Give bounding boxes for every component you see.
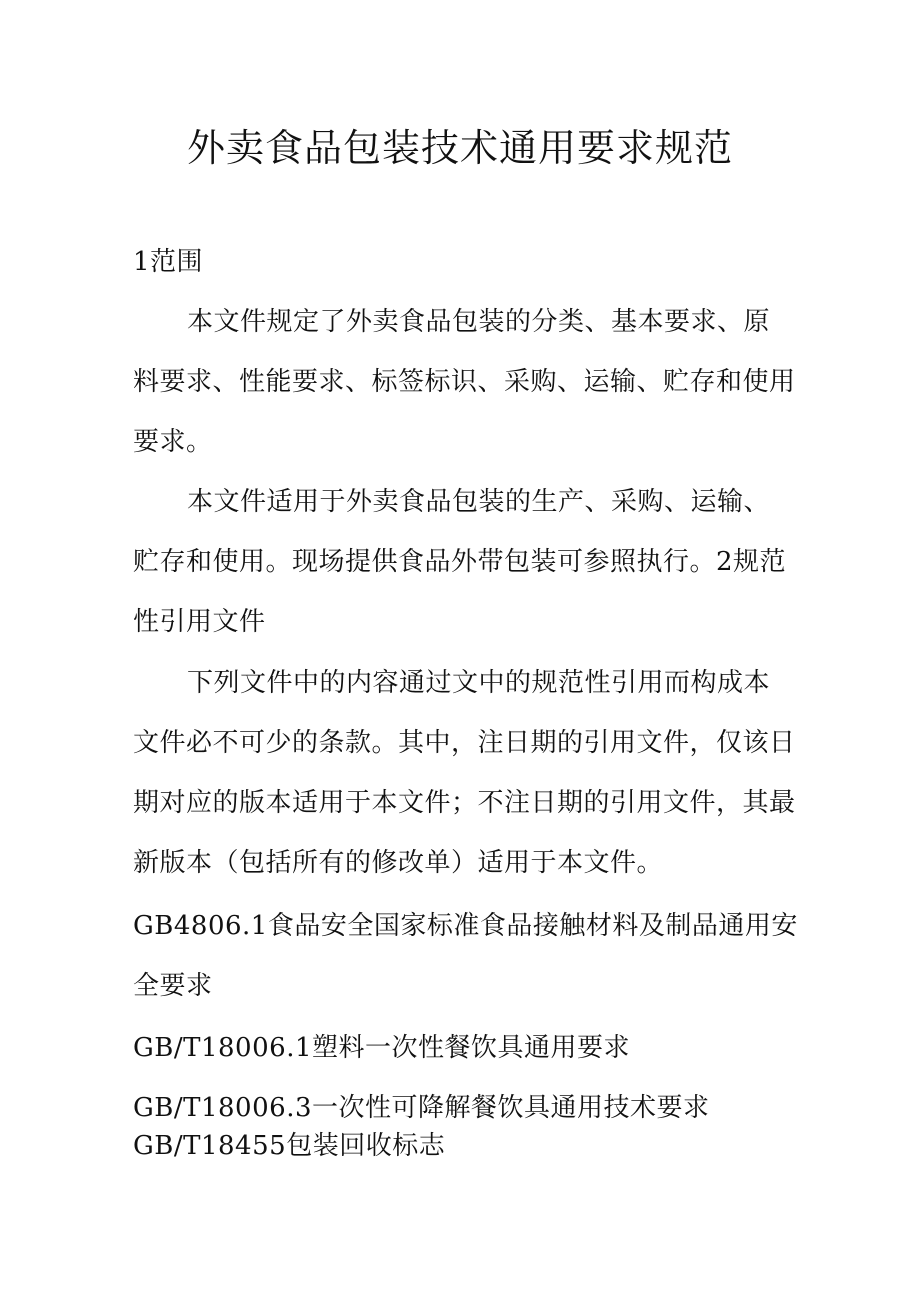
reference-line: GB/T18455包装回收标志 [133,1131,446,1161]
paragraph-line: 要求。 [133,427,213,457]
reference-line: GB/T18006.3一次性可降解餐饮具通用技术要求 [133,1093,710,1123]
paragraph-line: 新版本（包括所有的修改单）适用于本文件。 [133,848,664,878]
paragraph-line: 文件必不可少的条款。其中，注日期的引用文件，仅该日 [133,728,796,758]
reference-line: GB4806.1食品安全国家标准食品接触材料及制品通用安 [133,911,798,941]
paragraph-line: 下列文件中的内容通过文中的规范性引用而构成本 [187,668,771,698]
paragraph-line: 期对应的版本适用于本文件；不注日期的引用文件，其最 [133,788,796,818]
document-title: 外卖食品包装技术通用要求规范 [186,126,733,170]
paragraph-line: 性引用文件 [133,607,266,637]
paragraph-line: 料要求、性能要求、标签标识、采购、运输、贮存和使用 [133,367,796,397]
paragraph-line: 贮存和使用。现场提供食品外带包装可参照执行。2规范 [133,547,787,577]
reference-line: GB/T18006.1塑料一次性餐饮具通用要求 [133,1033,630,1063]
section-heading-scope: 1范围 [133,247,204,277]
paragraph-line: 本文件规定了外卖食品包装的分类、基本要求、原 [187,307,771,337]
paragraph-line: 本文件适用于外卖食品包装的生产、采购、运输、 [187,487,771,517]
reference-line: 全要求 [133,971,213,1001]
